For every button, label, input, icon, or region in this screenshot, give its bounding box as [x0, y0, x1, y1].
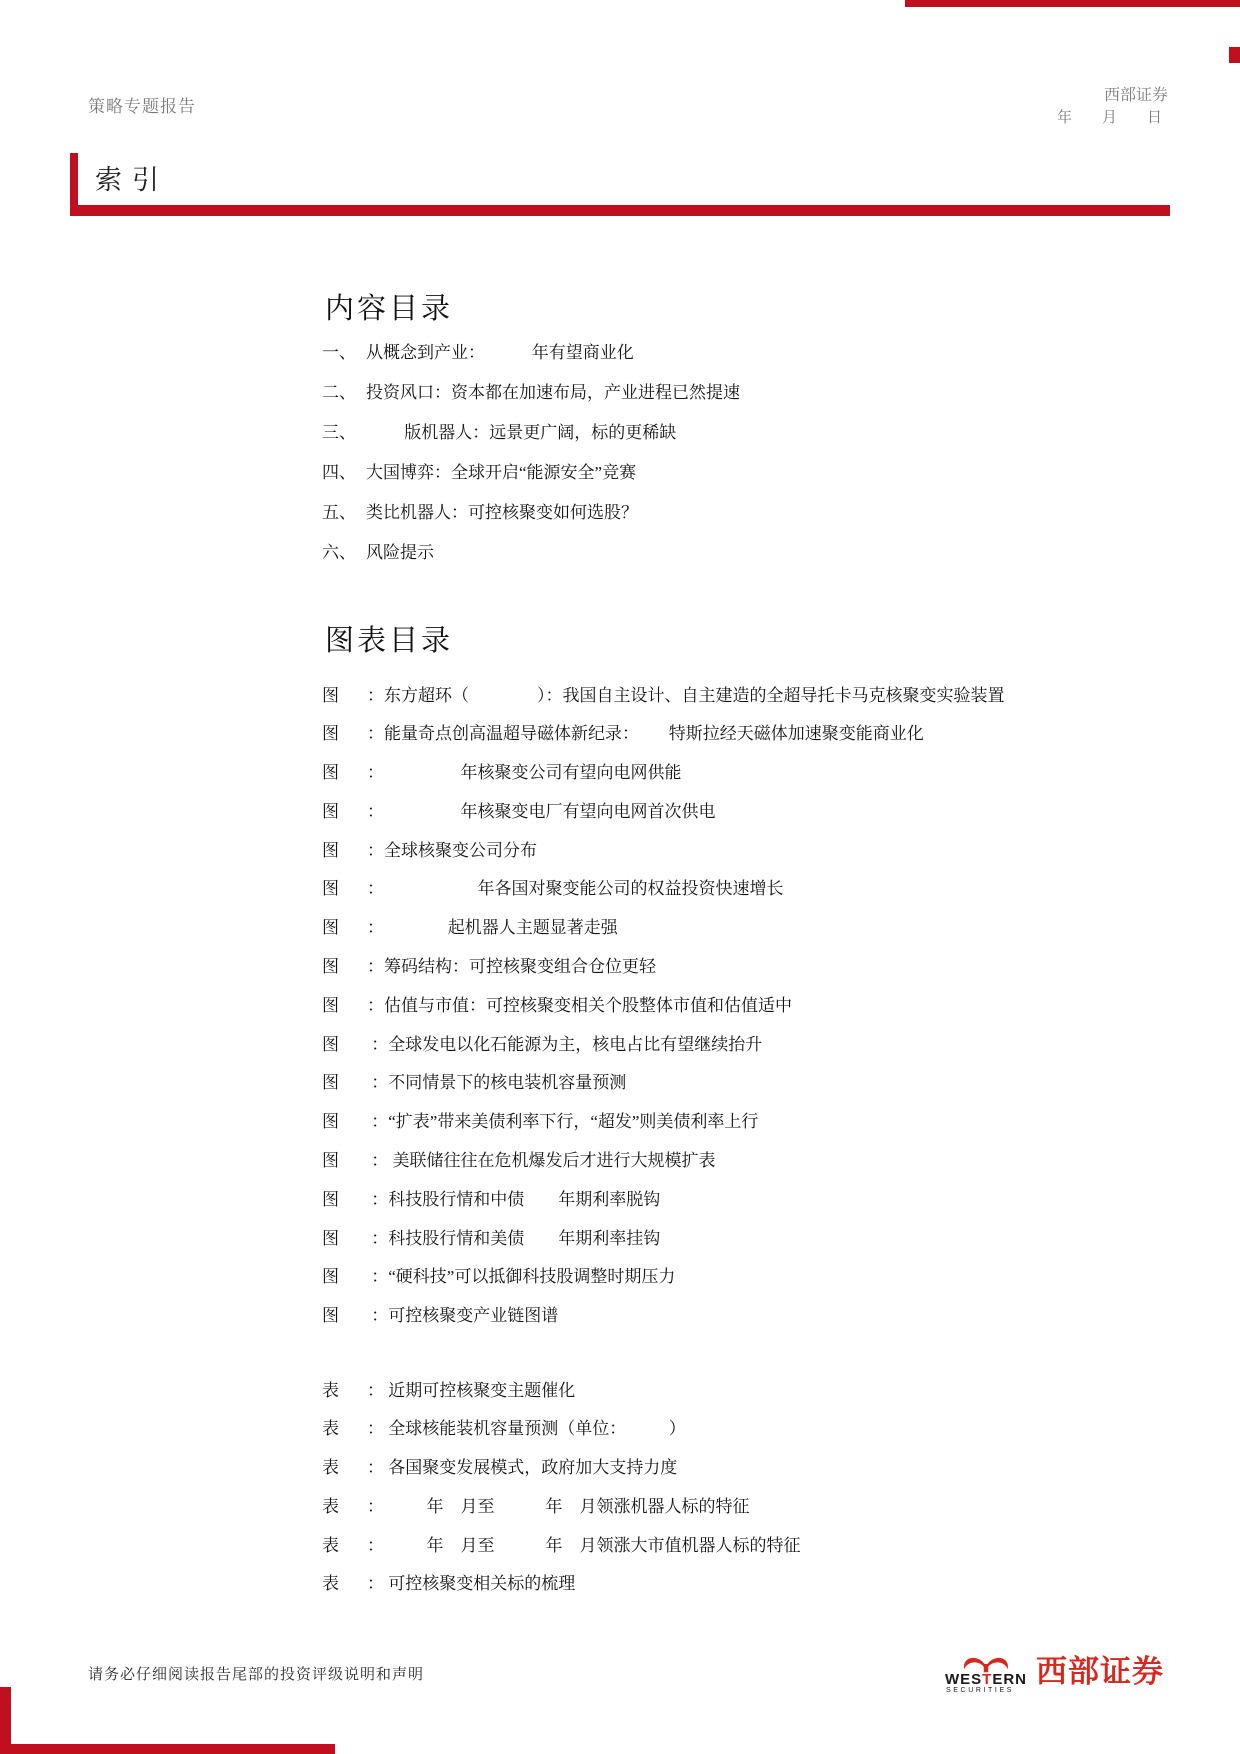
figure-item-tag: 图	[322, 763, 339, 783]
logo-securities-text: SECURITIES	[946, 1687, 1015, 1694]
toc-item	[322, 539, 740, 561]
footer-disclaimer: 请务必仔细阅读报告尾部的投资评级说明和声明	[88, 1667, 425, 1683]
figure-item-title: ：可控核聚变产业链图谱	[367, 1306, 559, 1326]
toc-item-title: 大国博弈：全球开启“能源安全”竞赛	[366, 462, 637, 482]
table-item-tag: 表	[322, 1380, 339, 1400]
figure-item	[322, 721, 1005, 743]
table-item-title: ： 年 月至 年 月领涨大市值机器人标的特征	[367, 1535, 801, 1555]
figure-item	[322, 1225, 1005, 1247]
figure-item	[322, 798, 1005, 820]
figure-item	[322, 876, 1005, 898]
logo-western-text	[945, 1672, 1027, 1687]
figure-item-tag: 图	[322, 1112, 339, 1132]
toc-item-number: 四、	[322, 462, 356, 482]
figure-item-title: ： 年核聚变电厂有望向电网首次供电	[367, 801, 716, 821]
toc-item-title: 从概念到产业： 年有望商业化	[366, 342, 634, 362]
toc-item	[322, 459, 740, 481]
toc-item-number: 五、	[322, 502, 356, 522]
page-title: 索引	[95, 165, 169, 195]
table-item-title: ： 年 月至 年 月领涨机器人标的特征	[367, 1496, 750, 1516]
figure-item-title: ：不同情景下的核电装机容量预测	[367, 1073, 627, 1093]
page-edge-red-marker	[1229, 47, 1240, 63]
toc-item-title: 风险提示	[366, 542, 434, 562]
figure-item-title: ：科技股行情和中债 年期利率脱钩	[367, 1189, 661, 1209]
table-item	[322, 1571, 801, 1593]
figure-item-tag: 图	[322, 995, 339, 1015]
toc-item-number: 一、	[322, 342, 356, 362]
figure-item-tag: 图	[322, 1306, 339, 1326]
figure-item-tag: 图	[322, 1228, 339, 1248]
figure-item-tag: 图	[322, 957, 339, 977]
toc-item	[322, 499, 740, 521]
toc-item	[322, 379, 740, 401]
contents-list	[322, 339, 740, 579]
toc-item	[322, 339, 740, 361]
figure-item-tag: 图	[322, 685, 339, 705]
figure-item-tag: 图	[322, 1034, 339, 1054]
western-securities-logo	[945, 1652, 1175, 1698]
figure-item-tag: 图	[322, 1151, 339, 1171]
toc-item	[322, 419, 740, 441]
figure-item-tag: 图	[322, 918, 339, 938]
table-item	[322, 1532, 801, 1554]
figure-item-title: ：科技股行情和美债 年期利率挂钩	[367, 1228, 661, 1248]
figure-item	[322, 1264, 1005, 1286]
figure-item	[322, 1031, 1005, 1053]
header-brand: 西部证券	[1103, 87, 1168, 104]
header-date: 年 月 日	[1056, 110, 1162, 126]
figure-item	[322, 1186, 1005, 1208]
figure-item	[322, 1109, 1005, 1131]
toc-item-title: 类比机器人：可控核聚变如何选股？	[366, 502, 638, 522]
figure-item-title: ：全球核聚变公司分布	[367, 840, 537, 860]
figure-item	[322, 1148, 1005, 1170]
figure-item	[322, 915, 1005, 937]
figure-item-title: ：“硬科技”可以抵御科技股调整时期压力	[367, 1267, 676, 1287]
report-type-label: 策略专题报告	[88, 97, 196, 116]
table-item-tag: 表	[322, 1535, 339, 1555]
table-item-tag: 表	[322, 1496, 339, 1516]
toc-item-number: 二、	[322, 382, 356, 402]
top-red-bar	[905, 0, 1240, 7]
table-item-tag: 表	[322, 1458, 339, 1478]
table-item-title: ： 近期可控核聚变主题催化	[367, 1380, 576, 1400]
toc-item-title: 版机器人：远景更广阔，标的更稀缺	[366, 422, 677, 442]
figure-item-title: ：能量奇点创高温超导磁体新纪录： 特斯拉经天磁体加速聚变能商业化	[367, 724, 924, 744]
figures-list	[322, 682, 1005, 1342]
contents-heading: 内容目录	[325, 293, 454, 325]
logo-western-part2: ERN	[992, 1671, 1028, 1688]
figure-item-title: ：东方超环（ ）：我国自主设计、自主建造的全超导托卡马克核聚变实验装置	[367, 685, 1005, 705]
figure-item-title: ：估值与市值：可控核聚变相关个股整体市值和估值适中	[367, 995, 792, 1015]
figure-item-title: ： 年核聚变公司有望向电网供能	[367, 763, 682, 783]
figure-item-tag: 图	[322, 1189, 339, 1209]
figure-item-title: ： 起机器人主题显著走强	[367, 918, 618, 938]
table-item-title: ： 可控核聚变相关标的梳理	[367, 1574, 576, 1594]
figure-item	[322, 1070, 1005, 1092]
table-item	[322, 1416, 801, 1438]
figure-item	[322, 1303, 1005, 1325]
figure-item-tag: 图	[322, 1073, 339, 1093]
figure-item-tag: 图	[322, 724, 339, 744]
logo-chinese-text: 西部证券	[1036, 1654, 1164, 1689]
figure-item	[322, 992, 1005, 1014]
figure-item	[322, 760, 1005, 782]
toc-item-title: 投资风口：资本都在加速布局，产业进程已然提速	[366, 382, 740, 402]
figure-item-title: ：全球发电以化石能源为主，核电占比有望继续抬升	[367, 1034, 763, 1054]
figure-item	[322, 682, 1005, 704]
figure-item-title: ： 美联储往往在危机爆发后才进行大规模扩表	[367, 1151, 716, 1171]
toc-item-number: 三、	[322, 422, 356, 442]
figure-item-title: ：“扩表”带来美债利率下行，“超发”则美债利率上行	[367, 1112, 759, 1132]
figure-item-title: ： 年各国对聚变能公司的权益投资快速增长	[367, 879, 784, 899]
figure-item	[322, 837, 1005, 859]
table-item	[322, 1377, 801, 1399]
table-item	[322, 1493, 801, 1515]
figure-item-title: ：筹码结构：可控核聚变组合仓位更轻	[367, 957, 656, 977]
table-item	[322, 1455, 801, 1477]
figure-item-tag: 图	[322, 1267, 339, 1287]
figures-heading: 图表目录	[325, 625, 454, 657]
toc-item-number: 六、	[322, 542, 356, 562]
table-item-tag: 表	[322, 1419, 339, 1439]
figure-item-tag: 图	[322, 801, 339, 821]
logo-western-t: T	[982, 1671, 993, 1688]
tables-list	[322, 1377, 801, 1610]
figure-item-tag: 图	[322, 840, 339, 860]
index-bottom-red-bar	[70, 205, 1170, 216]
figure-item	[322, 954, 1005, 976]
table-item-title: ： 全球核能装机容量预测（单位： ）	[367, 1419, 686, 1439]
table-item-tag: 表	[322, 1574, 339, 1594]
bottom-left-horizontal-red-bar	[0, 1744, 335, 1754]
figure-item-tag: 图	[322, 879, 339, 899]
table-item-title: ： 各国聚变发展模式，政府加大支持力度	[367, 1458, 678, 1478]
logo-western-part1: WES	[945, 1671, 983, 1688]
